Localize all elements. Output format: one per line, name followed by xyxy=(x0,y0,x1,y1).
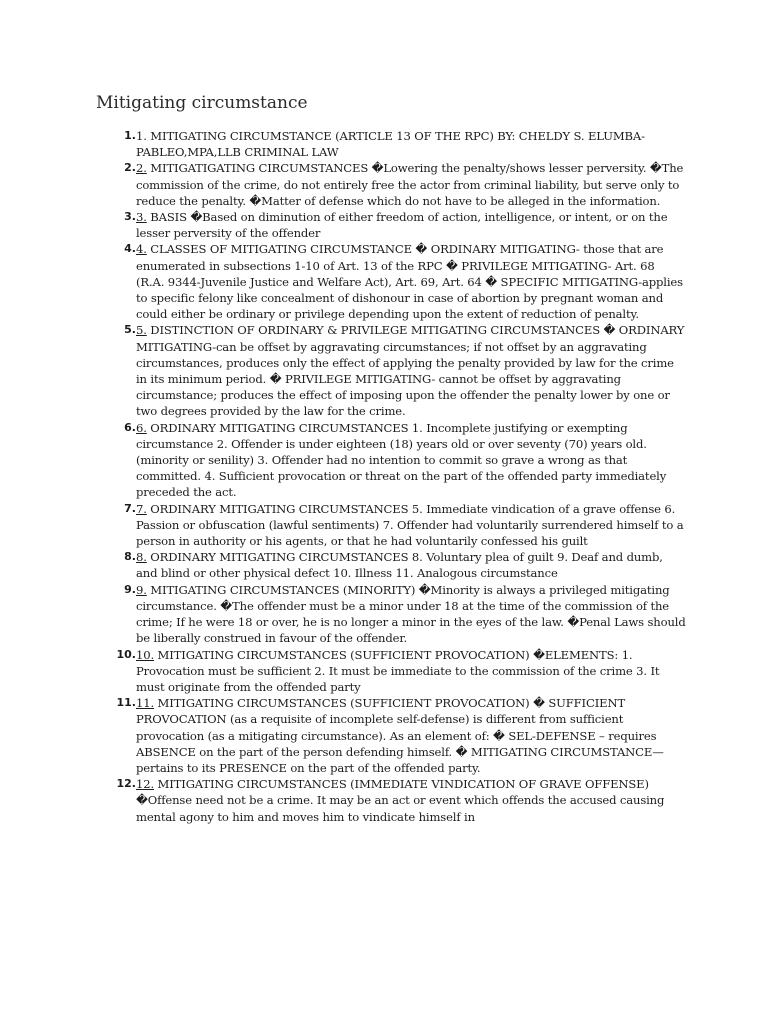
list-item xyxy=(96,776,686,825)
item-text: ORDINARY MITIGATING CIRCUMSTANCES 8. Voluntary plea of guilt 9. Deaf and dumb, and blind or other physical defect 10. Illness 11. Analogous circumstance xyxy=(136,550,663,581)
item-number: 5. xyxy=(124,323,136,337)
item-link[interactable]: 6. xyxy=(136,420,147,435)
item-link[interactable]: 9. xyxy=(136,582,147,597)
item-number: 10. xyxy=(116,647,136,661)
item-text: 1. MITIGATING CIRCUMSTANCE (ARTICLE 13 OF THE RPC) BY: CHELDY S. ELUMBA-PABLEO,MPA,LLB CRIMINAL LAW xyxy=(136,129,645,160)
list-item xyxy=(96,128,686,160)
item-text: MITIGATIGATING CIRCUMSTANCES �Lowering the penalty/shows lesser perversity. �The commission of the crime, do not entirely free the actor from criminal liability, but serve only to reduce the penalty. �Matter of defense which do not have to be alleged in the information. xyxy=(136,161,684,208)
item-text: CLASSES OF MITIGATING CIRCUMSTANCE � ORDINARY MITIGATING- those that are enumerated in subsections 1-10 of Art. 13 of the RPC � PRIVILEGE MITIGATING- Art. 68 (R.A. 9344-Juvenile Justice and Welfare Act), Art. 69, Art. 64 � SPECIFIC MITIGATING-applies to specific felony like concealment of dishonour in case of abortion by pregnant woman and could either be ordinary or privilege depending upon the extent of reduction of penalty. xyxy=(136,242,683,322)
item-text: MITIGATING CIRCUMSTANCES (MINORITY) �Minority is always a privileged mitigating circumstance. �The offender must be a minor under 18 at the time of the commission of the crime; If he were 18 or over, he is no longer a minor in the eyes of the law. �Penal Laws should be liberally construed in favour of the offender. xyxy=(136,582,686,646)
item-number: 12. xyxy=(116,777,136,791)
item-text: MITIGATING CIRCUMSTANCES (IMMEDIATE VINDICATION OF GRAVE OFFENSE) �Offense need not be a crime. It may be an act or event which offends the accused causing mental agony to him and moves him to vindicate himself in xyxy=(136,777,665,824)
item-link[interactable]: 7. xyxy=(136,501,147,516)
list-item xyxy=(96,322,686,419)
item-number: 8. xyxy=(124,550,136,564)
item-number: 3. xyxy=(124,210,136,224)
list-item xyxy=(96,647,686,696)
item-number: 9. xyxy=(124,582,136,596)
item-number: 1. xyxy=(124,129,136,142)
item-link[interactable]: 2. xyxy=(136,161,147,176)
item-list xyxy=(96,128,686,825)
list-item xyxy=(96,582,686,647)
list-item xyxy=(96,241,686,322)
item-number: 2. xyxy=(124,161,136,175)
item-text: ORDINARY MITIGATING CIRCUMSTANCES 1. Incomplete justifying or exempting circumstance 2. Offender is under eighteen (18) years old or over seventy (70) years old. (minority or senility) 3. Offender had no intention to commit so grave a wrong as that committed. 4. Sufficient provocation or threat on the part of the offended party immediately preceded the act. xyxy=(136,420,667,500)
item-text: MITIGATING CIRCUMSTANCES (SUFFICIENT PROVOCATION) �ELEMENTS: 1. Provocation must be sufficient 2. It must be immediate to the commission of the crime 3. It must originate from the offended party xyxy=(136,647,660,694)
item-text: BASIS �Based on diminution of either freedom of action, intelligence, or intent, or on the lesser perversity of the offender xyxy=(136,210,668,241)
list-item xyxy=(96,695,686,776)
item-link[interactable]: 8. xyxy=(136,550,147,565)
list-item xyxy=(96,160,686,209)
list-item xyxy=(96,549,686,581)
list-item xyxy=(96,420,686,501)
item-text: MITIGATING CIRCUMSTANCES (SUFFICIENT PROVOCATION) � SUFFICIENT PROVOCATION (as a requisite of incomplete self-defense) is different from sufficient provocation (as a mitigating circumstance). As an element of: � SEL-DEFENSE – requires ABSENCE on the part of the person defending himself. � MITIGATING CIRCUMSTANCE—pertains to its PRESENCE on the part of the offended party. xyxy=(136,696,664,775)
item-number: 7. xyxy=(124,501,136,515)
item-number: 11. xyxy=(116,696,136,710)
item-link[interactable]: 11. xyxy=(136,696,154,711)
item-number: 6. xyxy=(124,420,136,434)
item-link[interactable]: 3. xyxy=(136,210,147,225)
item-number: 4. xyxy=(124,242,136,256)
page-title: Mitigating circumstance xyxy=(96,93,308,113)
item-link[interactable]: 12. xyxy=(136,777,154,792)
list-item xyxy=(96,501,686,550)
item-text: DISTINCTION OF ORDINARY & PRIVILEGE MITIGATING CIRCUMSTANCES � ORDINARY MITIGATING-can be offset by aggravating circumstances; if not offset by an aggravating circumstances, produces only the effect of applying the penalty provided by law for the crime in its minimum period. � PRIVILEGE MITIGATING- cannot be offset by aggravating circumstance; produces the effect of imposing upon the offender the penalty lower by one or two degrees provided by the law for the crime. xyxy=(136,323,685,419)
item-link[interactable]: 5. xyxy=(136,323,147,338)
list-item xyxy=(96,209,686,241)
item-text: ORDINARY MITIGATING CIRCUMSTANCES 5. Immediate vindication of a grave offense 6. Passion or obfuscation (lawful sentiments) 7. Offender had voluntarily surrendered himself to a person in authority or his agents, or that he had voluntarily confessed his guilt xyxy=(136,501,684,549)
item-link[interactable]: 10. xyxy=(136,647,154,662)
item-link[interactable]: 4. xyxy=(136,242,147,257)
